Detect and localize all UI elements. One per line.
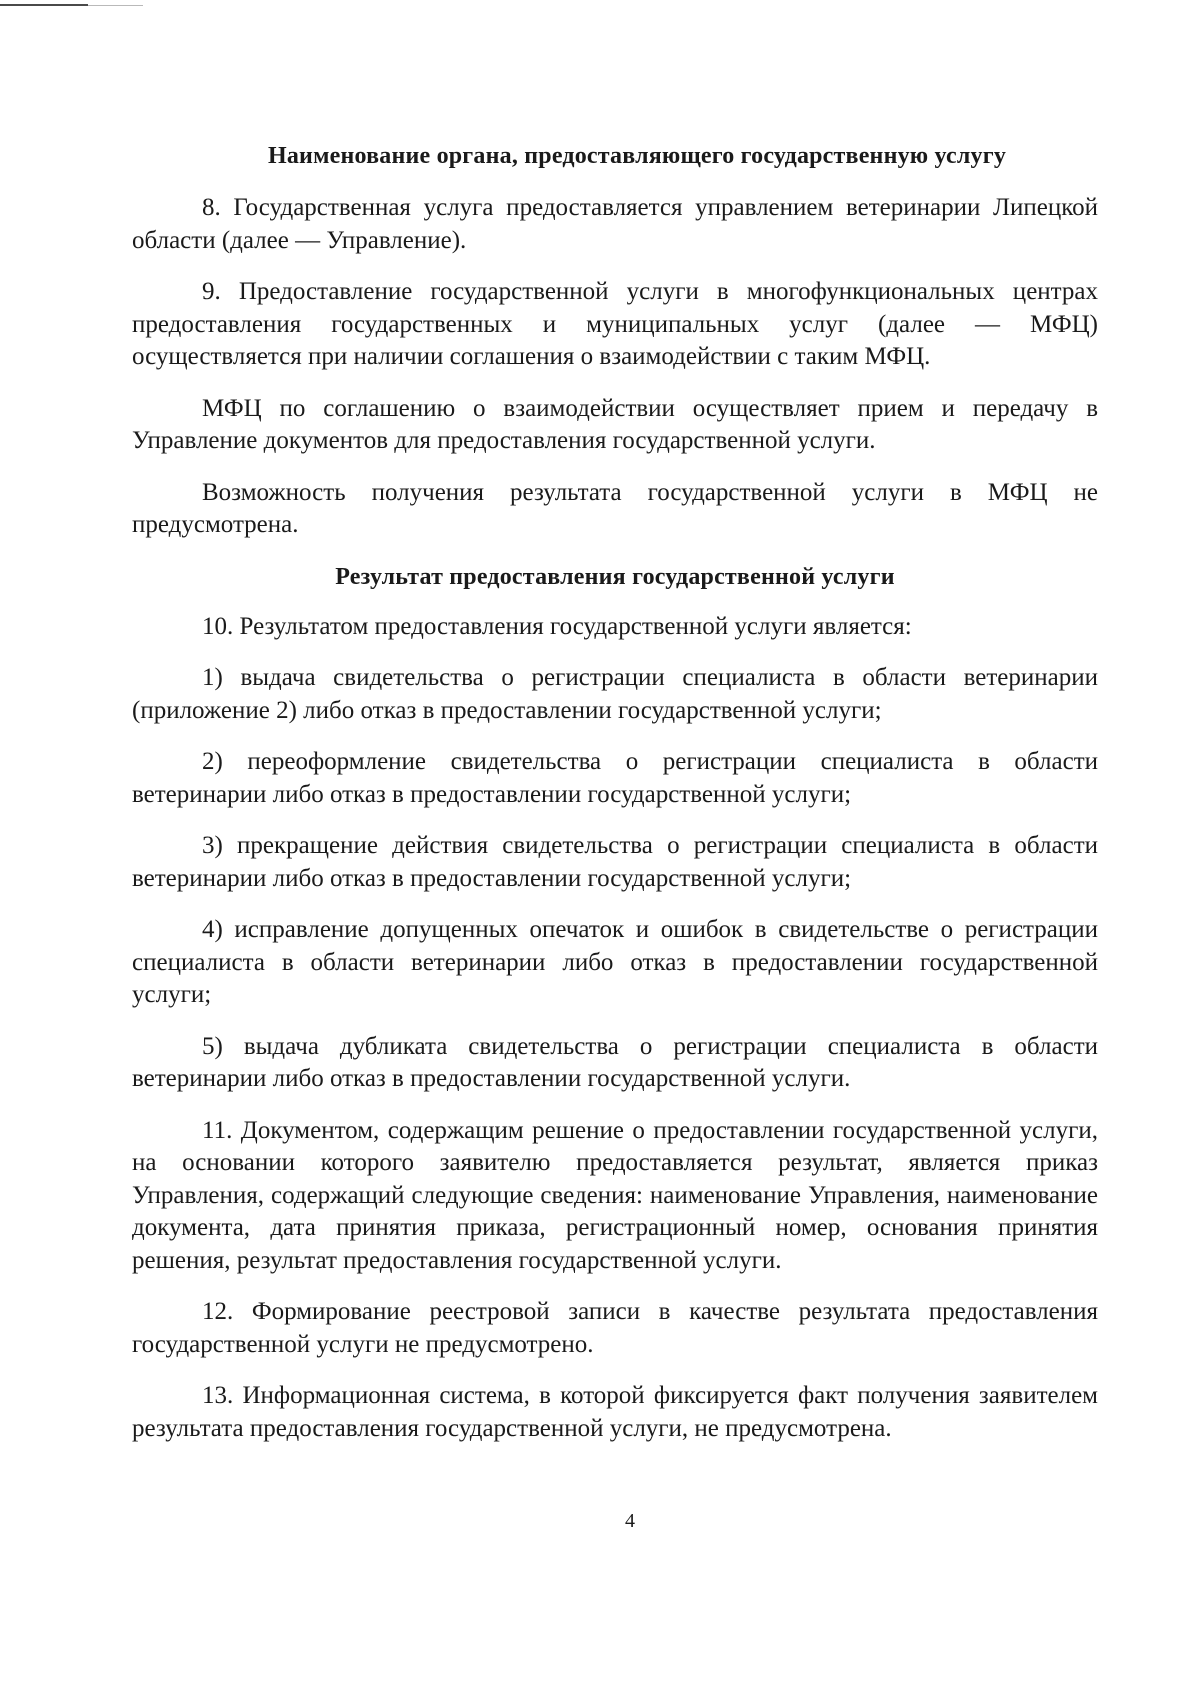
scan-artifact-line-faint (88, 5, 143, 6)
paragraph-13: 13. Информационная система, в которой фиксируется факт получения заявителем результата предоставления государственной услуги, не предусмотрена. (132, 1382, 1098, 1442)
paragraph-mfc-agreement: МФЦ по соглашению о взаимодействии осуществляет прием и передачу в Управление документов для предоставления государственной услуги. (132, 394, 1098, 454)
list-item-5: 5) выдача дубликата свидетельства о регистрации специалиста в области ветеринарии либо отказ в предоставлении государственной услуги. (132, 1032, 1098, 1092)
paragraph-9: 9. Предоставление государственной услуги в многофункциональных центрах предоставления государственных и муниципальных услуг (далее — МФЦ) осуществляется при наличии соглашения о взаимодействии с таким МФЦ. (132, 278, 1098, 370)
list-item-3: 3) прекращение действия свидетельства о регистрации специалиста в области ветеринарии либо отказ в предоставлении государственной услуги; (132, 832, 1098, 892)
paragraph-10: 10. Результатом предоставления государственной услуги является: (202, 612, 912, 640)
paragraph-mfc-result: Возможность получения результата государственной услуги в МФЦ не предусмотрена. (132, 478, 1098, 538)
paragraph-12: 12. Формирование реестровой записи в качестве результата предоставления государственной услуги не предусмотрено. (132, 1298, 1098, 1358)
list-item-4: 4) исправление допущенных опечаток и ошибок в свидетельстве о регистрации специалиста в области ветеринарии либо отказ в предоставлении государственной услуги; (132, 916, 1098, 1008)
page-number: 4 (625, 1510, 635, 1532)
paragraph-8: 8. Государственная услуга предоставляется управлением ветеринарии Липецкой области (далее — Управление). (132, 194, 1098, 254)
section-heading-result: Результат предоставления государственной услуги (335, 563, 895, 590)
list-item-2: 2) переоформление свидетельства о регистрации специалиста в области ветеринарии либо отказ в предоставлении государственной услуги; (132, 748, 1098, 808)
paragraph-11: 11. Документом, содержащим решение о предоставлении государственной услуги, на основании которого заявителю предоставляется результат, является приказ Управления, содержащий следующие сведения: наименование Управления, наименование документа, дата принятия приказа, регистрационный номер, основания принятия решения, результат предоставления государственной услуги. (132, 1116, 1098, 1274)
list-item-1: 1) выдача свидетельства о регистрации специалиста в области ветеринарии (приложение 2) либо отказ в предоставлении государственной услуги; (132, 664, 1098, 724)
section-heading-authority: Наименование органа, предоставляющего государственную услугу (267, 143, 1007, 169)
document-body (132, 140, 1098, 1464)
scan-artifact-line (0, 4, 88, 6)
